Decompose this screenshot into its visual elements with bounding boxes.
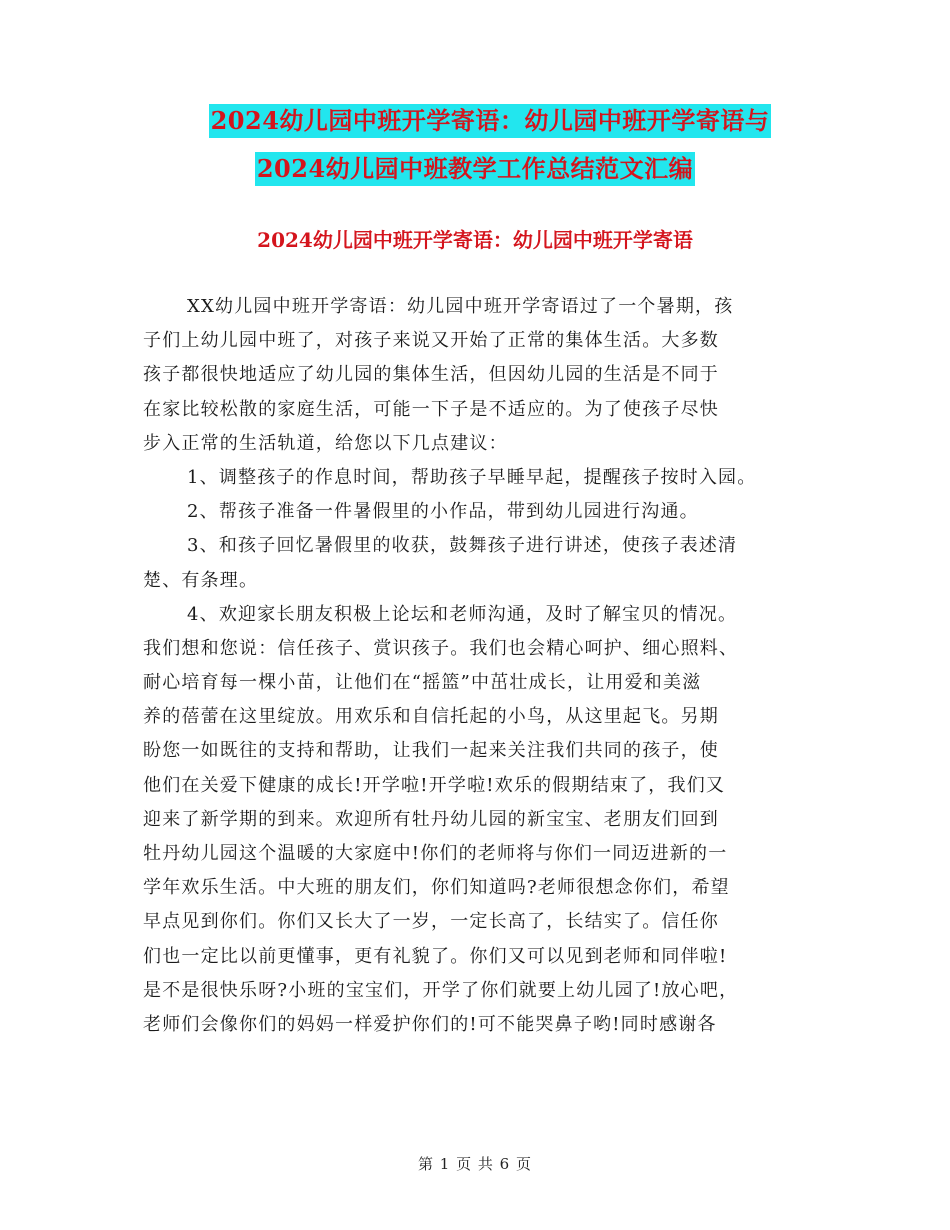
document-title xyxy=(0,104,950,200)
body-line: 学年欢乐生活。中大班的朋友们，你们知道吗?老师很想念你们，希望 xyxy=(143,877,730,899)
body-line: XX幼儿园中班开学寄语：幼儿园中班开学寄语过了一个暑期，孩 xyxy=(187,296,734,317)
body-line: 我们想和您说：信任孩子、赏识孩子。我们也会精心呵护、细心照料、 xyxy=(143,637,739,659)
body-line: 楚、有条理。 xyxy=(143,569,259,591)
title-line-1: 2024幼儿园中班开学寄语：幼儿园中班开学寄语与 xyxy=(209,104,772,138)
body-line: 他们在关爱下健康的成长!开学啦!开学啦!欢乐的假期结束了，我们又 xyxy=(143,774,726,796)
body-line: 养的蓓蕾在这里绽放。用欢乐和自信托起的小鸟，从这里起飞。另期 xyxy=(143,706,719,728)
body-line: 步入正常的生活轨道，给您以下几点建议： xyxy=(143,432,508,454)
body-line: 牡丹幼儿园这个温暖的大家庭中!你们的老师将与你们一同迈进新的一 xyxy=(143,843,728,864)
document-body xyxy=(143,290,843,1042)
body-line: 在家比较松散的家庭生活，可能一下子是不适应的。为了使孩子尽快 xyxy=(143,398,719,420)
body-line: 子们上幼儿园中班了，对孩子来说又开始了正常的集体生活。大多数 xyxy=(143,330,719,352)
body-line: 3、和孩子回忆暑假里的收获，鼓舞孩子进行讲述，使孩子表述清 xyxy=(187,535,738,557)
body-line: 4、欢迎家长朋友积极上论坛和老师沟通，及时了解宝贝的情况。 xyxy=(187,603,738,625)
body-line: 是不是很快乐呀?小班的宝宝们，开学了你们就要上幼儿园了!放心吧， xyxy=(143,979,739,1001)
body-line: 们也一定比以前更懂事，更有礼貌了。你们又可以见到老师和同伴啦! xyxy=(143,945,728,967)
body-line: 2、帮孩子准备一件暑假里的小作品，带到幼儿园进行沟通。 xyxy=(187,501,699,523)
body-line: 早点见到你们。你们又长大了一岁，一定长高了，长结实了。信任你 xyxy=(143,911,719,933)
title-line-2: 2024幼儿园中班教学工作总结范文汇编 xyxy=(255,152,695,186)
body-line: 耐心培育每一棵小苗，让他们在“摇篮”中茁壮成长，让用爱和美滋 xyxy=(143,672,702,694)
body-line: 盼您一如既往的支持和帮助，让我们一起来关注我们共同的孩子，使 xyxy=(143,740,719,762)
body-line: 老师们会像你们的妈妈一样爱护你们的!可不能哭鼻子哟!同时感谢各 xyxy=(143,1013,717,1035)
section-heading: 2024幼儿园中班开学寄语：幼儿园中班开学寄语 xyxy=(257,228,693,252)
body-line: 孩子都很快地适应了幼儿园的集体生活，但因幼儿园的生活是不同于 xyxy=(143,364,719,386)
page-footer: 第 1 页 共 6 页 xyxy=(418,1155,532,1173)
body-line: 迎来了新学期的到来。欢迎所有牡丹幼儿园的新宝宝、老朋友们回到 xyxy=(143,808,719,830)
body-line: 1、调整孩子的作息时间，帮助孩子早睡早起，提醒孩子按时入园。 xyxy=(187,466,757,488)
